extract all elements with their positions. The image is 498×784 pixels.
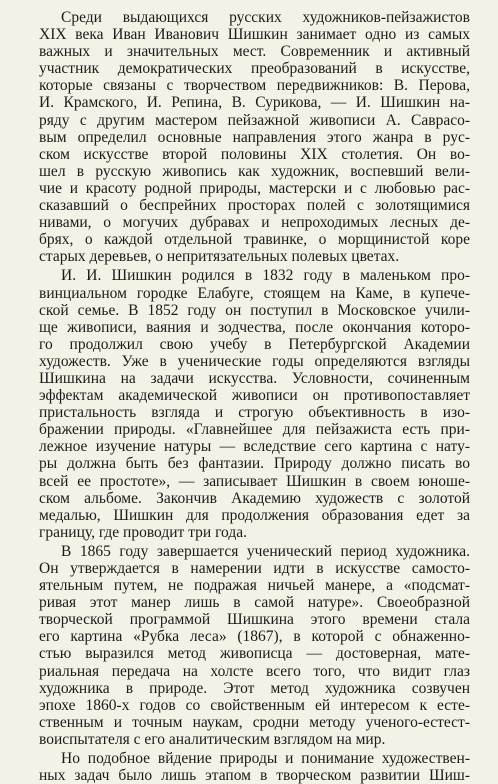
text-line: ском альбоме. Закончив Академию художеств с золотой [39,489,470,507]
text-line: ных задач было лишь этапом в творческом развитии Шиш- [39,767,470,784]
text-line: воиспытателя с его аналитическим взглядом на мир. [39,730,386,748]
text-line: XIX века Иван Иванович Шишкин занимает одно из самых [39,26,470,44]
text-line: которые связаны с творчеством передвижников: В. Перова, [39,77,470,95]
text-line: художника в природе. Этот метод художника созвучен [39,679,470,697]
text-line: художеств. Уже в ученические годы определяются взгляды [39,352,470,370]
text-line: чие и красоту родной природы, мастерски и с любовью рас- [39,179,470,197]
text-line: ском искусстве второй половины XIX столетия. Он во- [39,145,470,163]
text-line: ской семье. В 1852 году он поступил в Московское учили- [39,301,470,319]
text-line: важных и значительных мест. Современник и активный [39,43,470,61]
text-line: И. Крамского, И. Репина, В. Сурикова, — И. Шишкин на- [39,94,470,112]
text-line: ще живописи, ваяния и зодчества, после окончания которо- [39,318,470,336]
text-line: эпохе 1860-х годов со свойственным ей интересом к есте- [39,696,470,714]
text-line: эффектам академической живописи он противопоставляет [39,387,470,405]
text-line: брях, о каждой отдельной травинке, о морщинистой коре [39,231,470,249]
text-line: риальная передача на холсте всего того, что видит глаз [39,662,470,680]
text-line: старых деревьев, о непритязательных полевых цветах. [39,248,400,266]
text-line: ривая этот манер лишь в самой натуре». Своеобразной [39,594,470,612]
paragraph [39,750,470,784]
text-line: границу, где проводит три года. [39,523,247,541]
text-line: творческой программой Шишкина этого времени стала [39,611,470,629]
text-line: ры должна быть без фантазии. Природу должно писать во [39,455,470,473]
text-line: ятельным путем, не подражая ничьей манере, а «подсмат- [39,577,470,595]
text-line: шел в русскую живопись как художник, воспевший вели- [39,162,470,180]
text-line: медалью, Шишкин для продолжения образования едет за [39,506,470,524]
text-line: участник демократических преобразований в искусстве, [39,60,470,78]
text-line: Среди выдающихся русских художников-пейзажистов [61,9,470,26]
text-line: пристальность взгляда и строгую объективность в изо- [39,404,470,422]
paragraph [39,267,470,541]
text-line: вым определил основные направления этого жанра в рус- [39,128,470,146]
text-line: В 1865 году завершается ученический период художника. [61,542,470,560]
text-line: Шишкина на задачи искусства. Условности, сочиненным [39,369,470,387]
paragraph [39,543,470,748]
text-line: Но подобное вйдение природы и понимание художествен- [61,750,470,768]
text-line: стью выразился метод живописца — достоверная, мате- [39,645,470,663]
text-line: всей ее простоте», — записывает Шишкин в своем юноше- [39,472,470,490]
text-line: ственным и точным наукам, сродни методу ученого-естест- [39,713,470,731]
text-line: сказавший о беспрейних просторах полей с золотящимися [39,197,470,215]
text-line: лежное изучение натуры — вследствие сего картина с нату- [39,438,470,456]
text-line: винциальном городке Елабуге, стоящем на Каме, в купече- [39,284,470,302]
text-line: Он утверждается в намерении идти в искусстве самосто- [39,560,470,577]
text-line: го продолжил свою учебу в Петербургской Академии [39,335,470,353]
text-line: нивами, о могучих дубравах и непроходимых лесных де- [39,214,470,232]
text-line: ряду с другим мастером пейзажной живописи А. Саврасо- [39,111,470,129]
paragraph [39,9,470,265]
text-line: И. И. Шишкин родился в 1832 году в маленьком про- [61,267,470,285]
text-line: бражении природы. «Главнейшее для пейзажиста есть при- [39,421,470,439]
text-line: его картина «Рубка леса» (1867), в которой с обнаженно- [39,628,470,646]
